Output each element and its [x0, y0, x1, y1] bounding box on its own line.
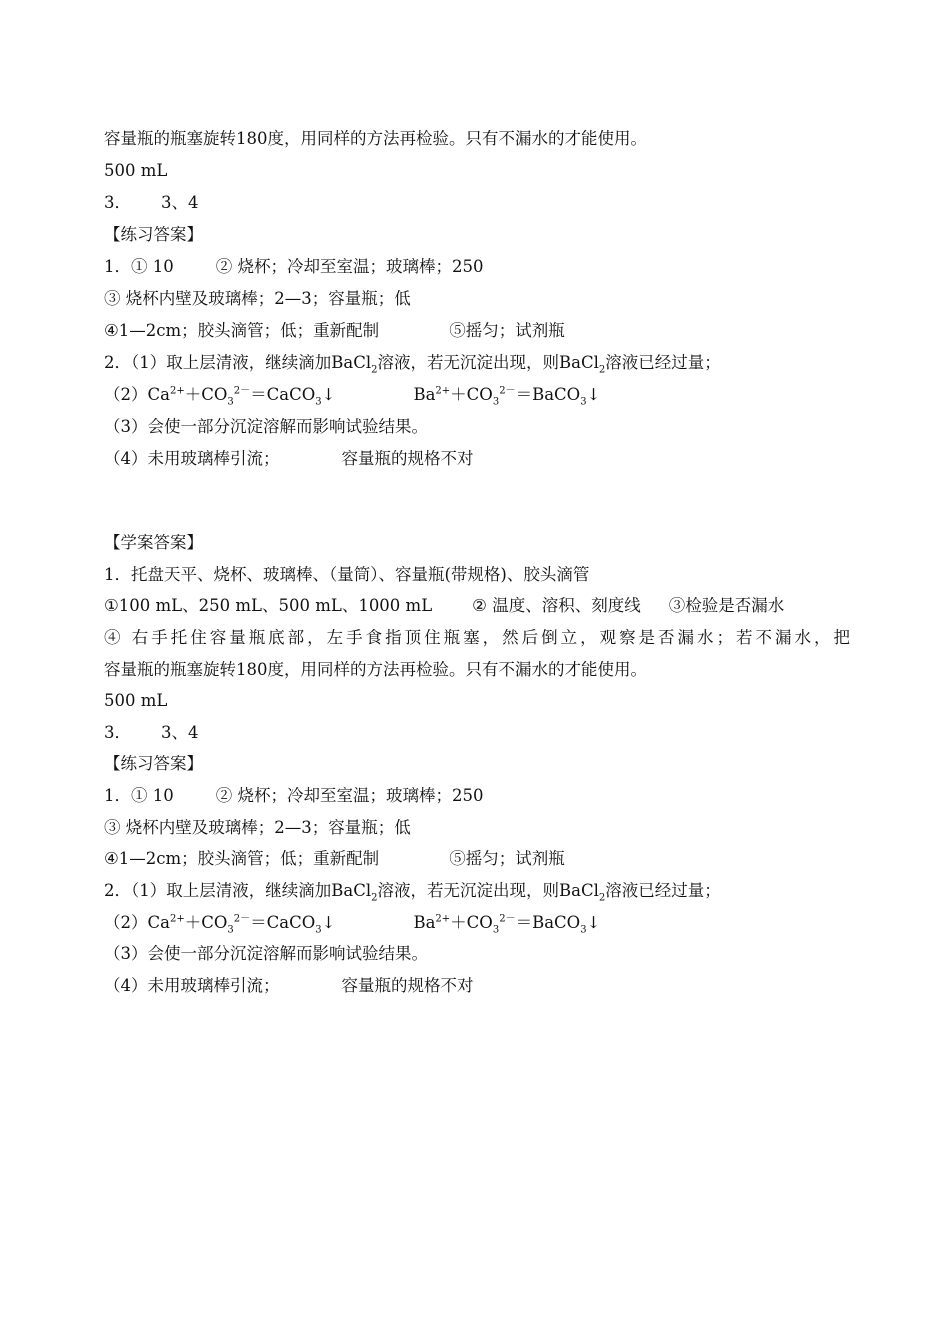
- volume-text-2: 500 mL: [104, 691, 168, 710]
- eq-ca-charge-2: 2+: [169, 913, 185, 925]
- eq-plus: ＋CO: [184, 385, 228, 404]
- eq-co3-charge-2: 2－: [233, 913, 251, 925]
- practice-3-b-2: ⑤摇匀；试剂瓶: [449, 849, 565, 868]
- eq2-ba: Ba: [413, 385, 436, 404]
- practice-1-a-2: 1．① 10: [104, 786, 174, 805]
- question-4-line-2: [104, 975, 850, 997]
- q2-subscript: 2: [371, 364, 378, 376]
- q2-subscript-2: 2: [598, 364, 606, 376]
- bottle-rotate-text-2: 容量瓶的瓶塞旋转180度，用同样的方法再检验。只有不漏水的才能使用。: [104, 660, 647, 679]
- precipitate-arrow-icon: ↓: [321, 913, 336, 932]
- bottle-rotate-text: 容量瓶的瓶塞旋转180度，用同样的方法再检验。只有不漏水的才能使用。: [104, 129, 647, 148]
- equation-line-2: [104, 912, 850, 934]
- q2-part-a: 2．（1）取上层清液，继续滴加BaCl: [104, 353, 372, 372]
- study-1-text: 1．托盘天平、烧杯、玻璃棒、（量筒）、容量瓶(带规格)、胶头滴管: [104, 565, 590, 584]
- question-2-line: [104, 352, 850, 374]
- practice-line-2-2: [104, 817, 850, 839]
- q4-part-a: （4）未用玻璃棒引流；: [104, 449, 280, 468]
- eq-product: ＝CaCO: [250, 385, 316, 404]
- volume-text: 500 mL: [104, 161, 168, 180]
- q2-subscript-2b: 2: [598, 892, 606, 904]
- eq-caco3-sub-2: 3: [315, 924, 322, 936]
- question-2-line-2: [104, 880, 850, 902]
- three-line: [104, 192, 850, 214]
- study-line-2: [104, 595, 850, 617]
- eq2-co3-sub: 3: [492, 396, 500, 408]
- eq-ca-charge: 2+: [169, 385, 185, 397]
- study-2-c: ③检验是否漏水: [668, 596, 785, 615]
- practice-line-3-2: [104, 848, 850, 870]
- q4-part-b: 容量瓶的规格不对: [341, 449, 474, 468]
- volume-line-2: [104, 690, 850, 712]
- practice-line-2: [104, 288, 850, 310]
- study-heading-text: 【学案答案】: [104, 533, 203, 552]
- study-line-3: [104, 627, 850, 649]
- three-answer-2: 3、4: [161, 723, 199, 742]
- q2-part-c: 溶液已经过量；: [605, 353, 721, 372]
- question-3-line: [104, 416, 850, 438]
- eq-product-2: ＝CaCO: [250, 913, 316, 932]
- eq-co3-sub: 3: [227, 396, 234, 408]
- precipitate-arrow-icon: ↓: [321, 385, 336, 404]
- study-2-a: ①100 mL、250 mL、500 mL、1000 mL: [104, 596, 433, 615]
- study-line-1: [104, 564, 850, 586]
- q4-part-b-2: 容量瓶的规格不对: [341, 976, 474, 995]
- practice-3-a: ④1—2cm；胶头滴管；低；重新配制: [104, 321, 380, 340]
- practice-heading: [104, 224, 850, 246]
- precipitate-arrow-icon: ↓: [586, 913, 601, 932]
- practice-1-a: 1．① 10: [104, 257, 174, 276]
- bottle-rotate-line: [104, 128, 850, 150]
- eq2-ba-charge-2: 2+: [435, 913, 451, 925]
- three-line-2: [104, 722, 850, 744]
- equation-line: [104, 384, 850, 406]
- practice-heading-2: [104, 753, 850, 775]
- eq2-product-2: ＝BaCO: [515, 913, 581, 932]
- precipitate-arrow-icon: ↓: [586, 385, 601, 404]
- practice-3-b: ⑤摇匀；试剂瓶: [449, 321, 565, 340]
- eq2-product: ＝BaCO: [515, 385, 581, 404]
- eq2-plus: ＋CO: [450, 385, 493, 404]
- three-number: 3．: [104, 193, 131, 212]
- q3-text-2: （3）会使一部分沉淀溶解而影响试验结果。: [104, 944, 428, 963]
- q2-part-b-2: 溶液，若无沉淀出现，则BaCl: [377, 881, 599, 900]
- eq-prefix-2: （2）Ca: [104, 913, 170, 932]
- eq2-ba-2: Ba: [413, 913, 436, 932]
- practice-2-text-2: ③ 烧杯内壁及玻璃棒；2—3；容量瓶；低: [104, 818, 411, 837]
- q3-text: （3）会使一部分沉淀溶解而影响试验结果。: [104, 417, 428, 436]
- eq2-co3-charge-2: 2－: [499, 913, 516, 925]
- q2-part-a-2: 2．（1）取上层清液，继续滴加BaCl: [104, 881, 372, 900]
- eq-co3-sub-2: 3: [227, 924, 234, 936]
- q2-part-b: 溶液，若无沉淀出现，则BaCl: [377, 353, 599, 372]
- eq2-plus-2: ＋CO: [450, 913, 493, 932]
- question-3-line-2: [104, 943, 850, 965]
- eq-plus-2: ＋CO: [184, 913, 228, 932]
- q2-subscript-2a: 2: [371, 892, 378, 904]
- practice-2-text: ③ 烧杯内壁及玻璃棒；2—3；容量瓶；低: [104, 289, 411, 308]
- practice-3-a-2: ④1—2cm；胶头滴管；低；重新配制: [104, 849, 380, 868]
- eq2-baco3-sub: 3: [580, 396, 587, 408]
- practice-line-3: [104, 320, 850, 342]
- practice-line-1-2: [104, 785, 850, 807]
- eq-co3-charge: 2－: [233, 385, 251, 397]
- study-heading: [104, 532, 850, 554]
- q2-part-c-2: 溶液已经过量；: [605, 881, 721, 900]
- study-2-b: ② 温度、溶积、刻度线: [472, 596, 641, 615]
- practice-1-b-2: ② 烧杯；冷却至室温；玻璃棒；250: [215, 786, 484, 805]
- practice-line-1: [104, 256, 850, 278]
- volume-line: [104, 160, 850, 182]
- eq2-baco3-sub-2: 3: [580, 924, 587, 936]
- bottle-rotate-line-2: [104, 659, 850, 681]
- eq2-co3-charge: 2－: [499, 385, 516, 397]
- practice-heading-text: 【练习答案】: [104, 225, 203, 244]
- eq-caco3-sub: 3: [315, 396, 322, 408]
- practice-heading-text-2: 【练习答案】: [104, 754, 203, 773]
- three-number-2: 3．: [104, 723, 131, 742]
- eq2-ba-charge: 2+: [435, 385, 451, 397]
- q4-part-a-2: （4）未用玻璃棒引流；: [104, 976, 280, 995]
- study-3-text: ④ 右手托住容量瓶底部，左手食指顶住瓶塞，然后倒立，观察是否漏水；若不漏水，把: [104, 628, 850, 647]
- eq-prefix: （2）Ca: [104, 385, 170, 404]
- question-4-line: [104, 448, 850, 470]
- eq2-co3-sub-2: 3: [492, 924, 500, 936]
- three-answer: 3、4: [161, 193, 199, 212]
- practice-1-b: ② 烧杯；冷却至室温；玻璃棒；250: [215, 257, 484, 276]
